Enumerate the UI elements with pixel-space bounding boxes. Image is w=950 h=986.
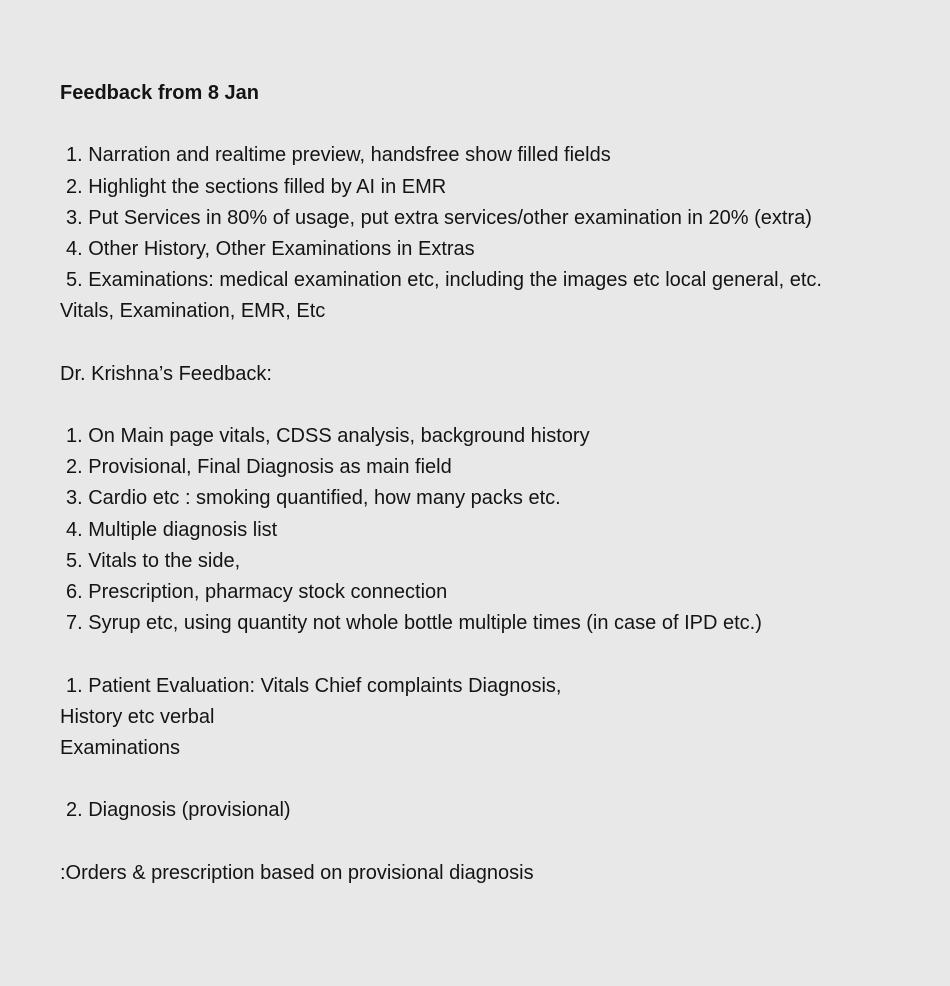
- spacer: [60, 764, 910, 795]
- list-item: 2. Highlight the sections filled by AI in EMR: [66, 175, 447, 198]
- list-item: 1. Narration and realtime preview, handsfree show filled fields: [66, 144, 611, 167]
- list-item: 1. On Main page vitals, CDSS analysis, background history: [66, 425, 590, 448]
- spacer: [60, 328, 910, 359]
- section-title-krishna-feedback: Dr. Krishna’s Feedback:: [60, 362, 272, 385]
- orders-note: :Orders & prescription based on provisional diagnosis: [60, 861, 534, 884]
- spacer: [60, 109, 910, 140]
- list-item: 3. Cardio etc : smoking quantified, how many packs etc.: [66, 487, 561, 510]
- list-continuation: Examinations: [60, 736, 181, 759]
- list-item: 4. Multiple diagnosis list: [66, 518, 278, 541]
- list-item: 5. Vitals to the side,: [66, 549, 241, 572]
- list-continuation: Vitals, Examination, EMR, Etc: [60, 300, 326, 323]
- list-item: 7. Syrup etc, using quantity not whole bottle multiple times (in case of IPD etc.): [66, 612, 762, 635]
- section-title-feedback-8-jan: Feedback from 8 Jan: [60, 82, 259, 104]
- list-item: 5. Examinations: medical examination etc, including the images etc local general, etc.: [66, 269, 822, 292]
- spacer: [60, 390, 910, 421]
- list-item: 3. Put Services in 80% of usage, put extra services/other examination in 20% (extra): [66, 206, 812, 229]
- spacer: [60, 639, 910, 670]
- list-item: 4. Other History, Other Examinations in Extras: [66, 237, 475, 260]
- spacer: [60, 827, 910, 858]
- list-continuation: History etc verbal: [60, 705, 215, 728]
- list-item-patient-evaluation: 1. Patient Evaluation: Vitals Chief complaints Diagnosis,: [66, 674, 562, 697]
- list-item: 6. Prescription, pharmacy stock connection: [66, 581, 448, 603]
- list-item-diagnosis: 2. Diagnosis (provisional): [66, 799, 291, 822]
- list-item: 2. Provisional, Final Diagnosis as main field: [66, 456, 452, 479]
